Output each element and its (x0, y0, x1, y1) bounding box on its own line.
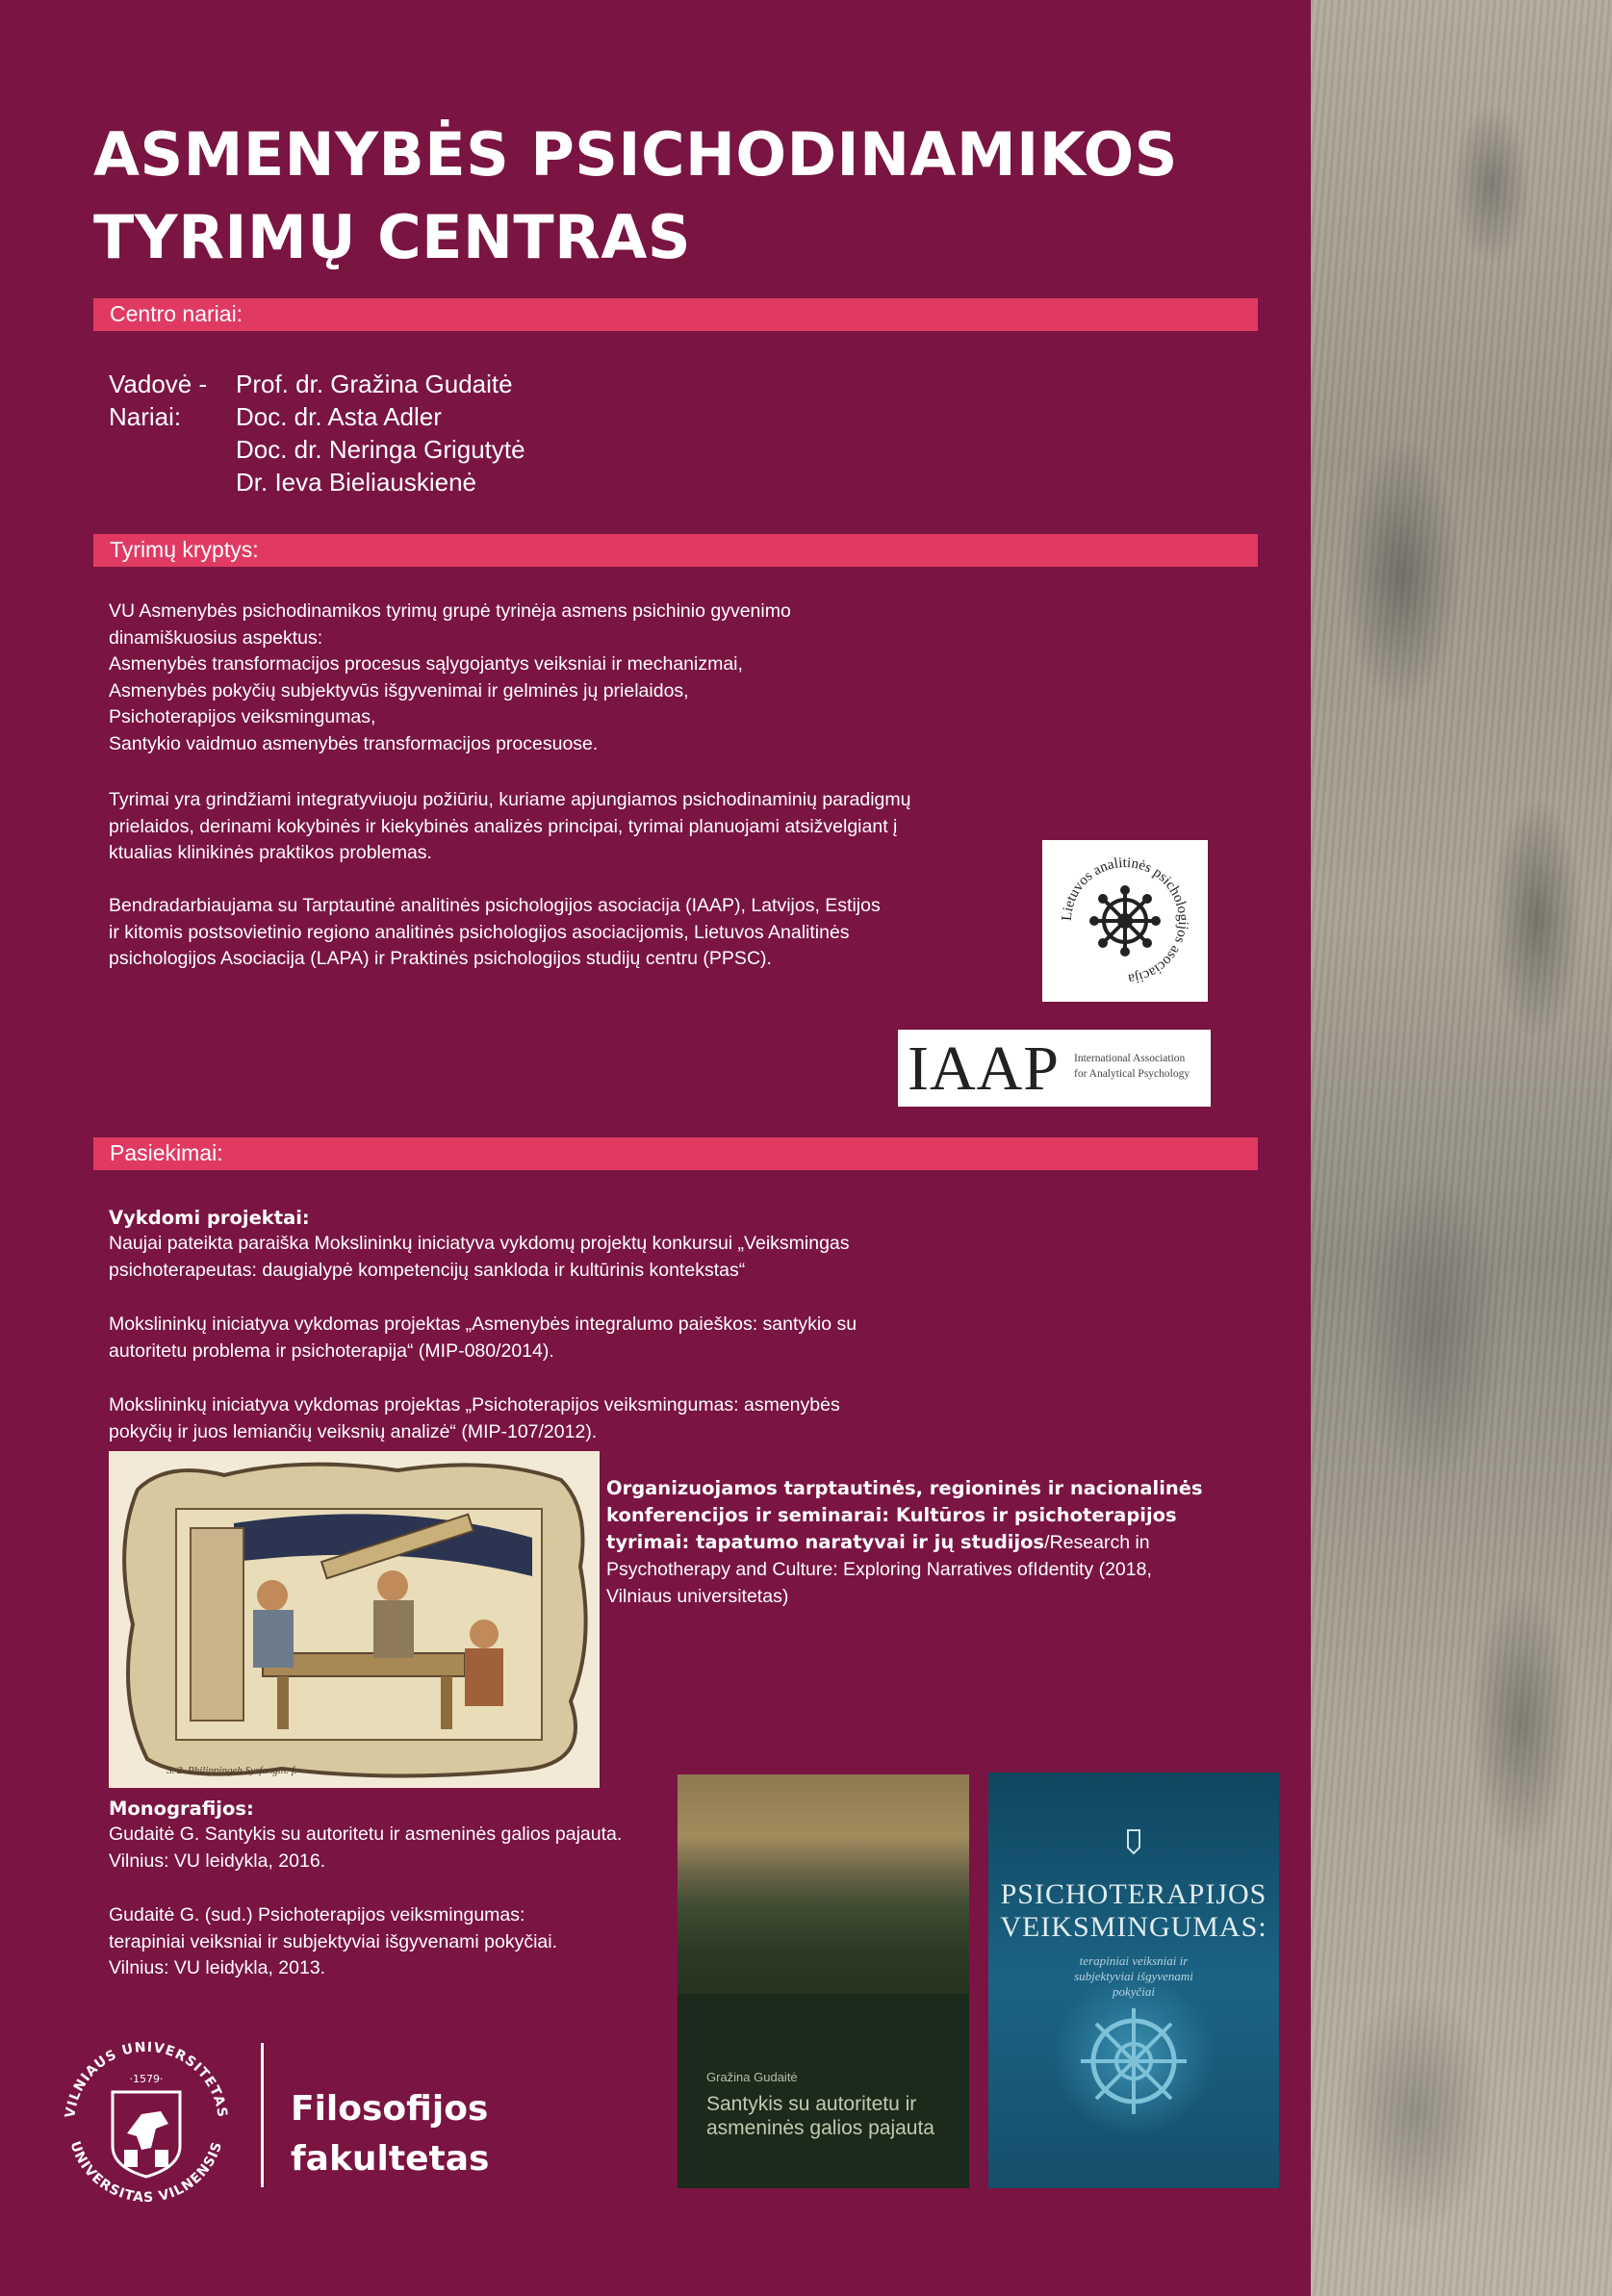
section-bar-achievements (93, 1137, 1258, 1170)
vilnius-university-logo (55, 2032, 238, 2215)
conferences-rest: /Research in Psychotherapy and Culture: Exploring Narratives ofIdentity (2018, Vilniaus universitetas) (606, 1532, 1152, 1607)
head-name: Prof. dr. Gražina Gudaitė (236, 370, 513, 398)
project-item: Mokslininkų iniciatyva vykdomas projektas „Asmenybės integralumo paieškos: santykio su autoritetu problema ir psichoterapija“ (MIP-080/2014). (109, 1314, 857, 1362)
book-author: Gražina Gudaitė (706, 2070, 798, 2084)
faculty-line: Filosofijos (291, 2089, 489, 2129)
book-title-line: VEIKSMINGUMAS: (1000, 1911, 1267, 1943)
vu-ring-bottom: UNIVERSITAS VILNENSIS (66, 2139, 226, 2207)
head-label: Vadovė - (109, 370, 208, 398)
iaap-logo-caption (1074, 1051, 1190, 1082)
book-cover-santykis (678, 1774, 969, 2188)
book-title: Santykis su autoritetu ir asmeninės galios pajauta (706, 2093, 934, 2139)
head-row (109, 368, 525, 400)
directions-paragraph-2: Tyrimai yra grindžiami integratyviuoju požiūriu, kuriame apjungiamos psichodinaminių paradigmų prielaidos, derinami kokybinės ir kiekybinės analizės principai, tyrimai planuojami atsižvelgiant į ktualias klinikinės praktikos problemas. (109, 789, 911, 863)
lapa-seal-icon (1042, 840, 1208, 1002)
projects-title: Vykdomi projektai: (109, 1207, 310, 1229)
monograph-item: Gudaitė G. Santykis su autoritetu ir asmeninės galios pajauta. Vilnius: VU leidykla, 2016. (109, 1824, 623, 1872)
project-item: Mokslininkų iniciatyva vykdomas projektas „Psichoterapijos veiksmingumas: asmenybės pokyčių ir juos lemiančių veiksnių analizė“ (MIP-107/2012). (109, 1394, 840, 1442)
project-item: Naujai pateikta paraiška Mokslininkų iniciatyva vykdomų projektų konkursui „Veiksmingas psichoterapeutas: daugialypė kompetencijų sankloda ir kultūrinis kontekstas“ (109, 1233, 850, 1281)
directions-paragraph-3: Bendradarbiaujama su Tarptautinė analitinės psichologijos asociacija (IAAP), Latvijos, Estijos ir kitomis postsovietinio regiono analitinės psichologijos asociacijomis, Lietuvos Analitinės psichologijos Asociacija (LAPA) ir Praktinės psichologijos studijų centru (PPSC). (109, 895, 881, 969)
faculty-line: fakultetas (291, 2139, 490, 2179)
member-name: Doc. dr. Asta Adler (236, 402, 442, 431)
stone-texture-panel (1311, 0, 1612, 2296)
book-subtitle: terapiniai veiksniai ir subjektyviai išgyvenami pokyčiai (1074, 1953, 1193, 1999)
title-line-2: TYRIMŲ CENTRAS (93, 202, 692, 272)
section-bar-directions (93, 534, 1258, 567)
title-line-1: ASMENYBĖS PSICHODINAMIKOS (93, 119, 1178, 190)
members-label: Nariai: (109, 402, 182, 431)
conferences-text (606, 1475, 1222, 1610)
astronomers-engraving-image (109, 1451, 600, 1788)
engraving-illustration-icon (109, 1451, 600, 1788)
footer-divider (261, 2043, 264, 2187)
book-cover-psichoterapijos (988, 1773, 1279, 2188)
member-name: Doc. dr. Neringa Grigutytė (236, 435, 525, 464)
book-emblem-icon (988, 1773, 1279, 2188)
iaap-logo (898, 1030, 1211, 1107)
monograph-item: Gudaitė G. (sud.) Psichoterapijos veiksmingumas: terapiniai veiksniai ir subjektyviai išgyvenami pokyčiai. Vilnius: VU leidykla, 2013. (109, 1904, 558, 1978)
book-cover-painting (678, 1774, 969, 1994)
conferences-bold: Organizuojamos tarptautinės, regioninės ir nacionalinės konferencijos ir seminarai: Kultūros ir psichoterapijos tyrimai: tapatumo naratyvai ir jų studijos (606, 1477, 1203, 1553)
vu-ring-top: VILNIAUS UNIVERSITETAS (63, 2039, 230, 2120)
member-row (109, 466, 525, 498)
iaap-caption-line: International Association (1074, 1053, 1186, 1064)
section-title-achievements: Pasiekimai: (110, 1140, 223, 1165)
faculty-name (291, 2084, 489, 2184)
engraving-caption: S. 2. Philippingeh Sysfangin. f. (166, 1765, 297, 1776)
section-bar-members (93, 298, 1258, 331)
member-row (109, 433, 525, 466)
vu-seal-icon (55, 2032, 238, 2215)
section-title-directions: Tyrimų kryptys: (110, 537, 259, 562)
book-cover-bottom (678, 1994, 969, 2188)
member-row (109, 400, 525, 433)
lapa-logo (1042, 840, 1208, 1002)
section-title-members: Centro nariai: (110, 301, 243, 326)
members-list (109, 368, 525, 498)
book-title-line: PSICHOTERAPIJOS (1000, 1878, 1267, 1910)
vu-year: ·1579· (129, 2073, 164, 2085)
poster-title (93, 114, 1178, 279)
iaap-logo-mark: IAAP (908, 1033, 1061, 1104)
iaap-caption-line: for Analytical Psychology (1074, 1068, 1190, 1080)
monographs-title: Monografijos: (109, 1798, 254, 1820)
directions-paragraph-1: VU Asmenybės psichodinamikos tyrimų grupė tyrinėja asmens psichinio gyvenimo dinamiškuosius aspektus: Asmenybės transformacijos procesus sąlygojantys veiksniai ir mechanizmai, Asmenybės pokyčių subjektyvūs išgyvenimai ir gelminės jų prielaidos, Psichoterapijos veiksmingumas, Santykio vaidmuo asmenybės transformacijos procesuose. (109, 600, 791, 754)
member-name: Dr. Ieva Bieliauskienė (236, 468, 477, 497)
lapa-ring-text: Lietuvos analitinės psichologijos asociacija (1059, 855, 1191, 986)
svg-text:UNIVERSITAS VILNENSIS (67, 2139, 226, 2206)
